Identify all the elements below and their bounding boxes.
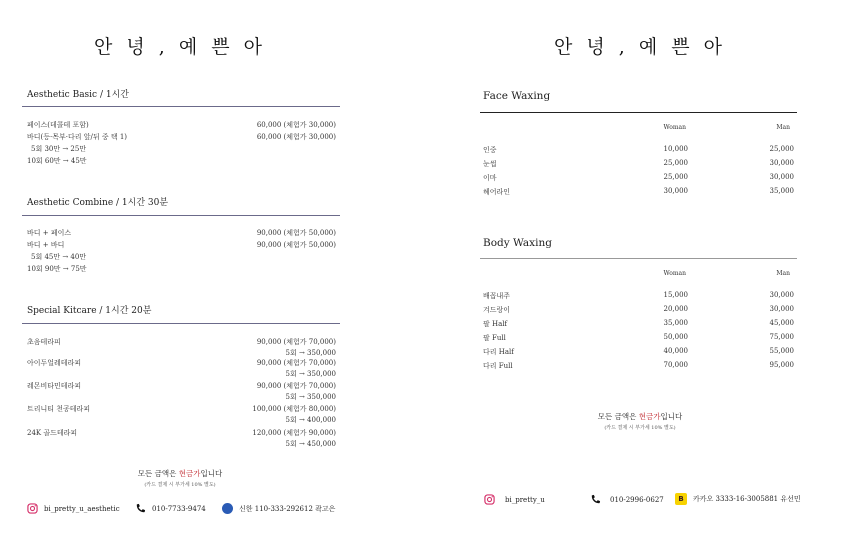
menu-item-price: 90,000 (체험가 50,000) — [256, 229, 336, 237]
right-page — [470, 0, 810, 550]
left-page — [0, 0, 360, 550]
menu-item-price: 60,000 (체험가 30,000) — [256, 133, 336, 141]
package-price: 5회 → 350,000 — [285, 349, 336, 357]
menu-item-price: 90,000 (체험가 70,000) — [256, 382, 336, 390]
col-header-man: Man — [776, 270, 790, 277]
section-title-basic: Aesthetic Basic / 1시간 — [27, 90, 129, 100]
menu-item-price: 90,000 (체험가 70,000) — [256, 359, 336, 367]
section-divider — [22, 323, 340, 324]
bank-contact — [222, 503, 335, 514]
menu-item-price: 60,000 (체험가 30,000) — [256, 121, 336, 129]
phone-number: 010-2996-0627 — [610, 495, 664, 504]
menu-item-name: 바디(등·목부·다리 앞/뒤 중 택 1) — [27, 133, 128, 141]
card-fee-note: (카드 결제 시 부가세 10% 별도) — [604, 425, 676, 431]
price-man: 30,000 — [769, 159, 794, 167]
price-man: 30,000 — [769, 305, 794, 313]
price-woman: 10,000 — [663, 145, 688, 153]
card-fee-note: (카드 결제 시 부가세 10% 별도) — [144, 482, 216, 488]
menu-item-name: 바디 + 페이스 — [27, 229, 72, 237]
price-woman: 20,000 — [663, 305, 688, 313]
bank-contact — [675, 493, 801, 505]
note-text: 모든 금액은 — [137, 469, 179, 478]
waxing-area: 팔 Full — [483, 334, 506, 342]
price-woman: 40,000 — [663, 347, 688, 355]
face-waxing-title: Face Waxing — [483, 90, 551, 102]
phone-number: 010-7733-9474 — [152, 504, 206, 513]
price-man: 30,000 — [769, 291, 794, 299]
col-header-man: Man — [776, 124, 790, 131]
price-woman: 30,000 — [663, 187, 688, 195]
waxing-area: 헤어라인 — [483, 188, 511, 196]
phone-contact[interactable] — [590, 494, 664, 505]
waxing-area: 인중 — [483, 146, 497, 154]
menu-item-name: 아이두얼레테라피 — [27, 359, 82, 367]
note-text: 입니다 — [660, 412, 683, 421]
menu-item-name: 레몬비타민테라피 — [27, 382, 82, 390]
instagram-handle: bi_pretty_u — [505, 495, 545, 504]
package-price: 5회 → 350,000 — [285, 370, 336, 378]
note-text: 모든 금액은 — [597, 412, 639, 421]
price-woman: 70,000 — [663, 361, 688, 369]
section-divider — [22, 215, 340, 216]
menu-item-price: 90,000 (체험가 70,000) — [256, 338, 336, 346]
bank-account: 신한 110-333-292612 곽고은 — [239, 504, 336, 513]
menu-item-name: 초음테라피 — [27, 338, 61, 346]
phone-icon — [590, 494, 601, 505]
menu-item-name: 바디 + 바디 — [27, 241, 65, 249]
price-man: 75,000 — [769, 333, 794, 341]
cash-price-note — [470, 411, 810, 422]
instagram-contact[interactable] — [27, 503, 120, 514]
waxing-area: 다리 Half — [483, 348, 514, 356]
bank-account: 카카오 3333-16-3005881 유선민 — [693, 495, 801, 503]
section-title-special: Special Kitcare / 1시간 20분 — [27, 306, 152, 316]
price-woman: 15,000 — [663, 291, 688, 299]
left-page-title: 안 녕 , 예 쁜 아 — [93, 36, 266, 58]
price-man: 35,000 — [769, 187, 794, 195]
kakao-bank-icon: B — [675, 493, 687, 505]
package-price: 5회 → 350,000 — [285, 393, 336, 401]
price-man: 55,000 — [769, 347, 794, 355]
instagram-handle: bi_pretty_u_aesthetic — [44, 504, 120, 513]
package-price: 5회 → 450,000 — [285, 440, 336, 448]
right-page-title: 안 녕 , 예 쁜 아 — [553, 36, 726, 58]
note-text: 입니다 — [200, 469, 223, 478]
package-text: 5회 45만 → 40만 — [31, 253, 87, 261]
cash-price-note — [0, 468, 360, 479]
package-text: 10회 90만 → 75만 — [27, 265, 87, 273]
note-highlight: 현금가 — [638, 412, 661, 421]
instagram-icon — [27, 503, 38, 514]
section-divider — [22, 106, 340, 107]
col-header-woman: Woman — [663, 270, 686, 277]
phone-icon — [135, 503, 146, 514]
section-divider — [480, 258, 797, 259]
body-waxing-title: Body Waxing — [483, 237, 552, 249]
price-man: 45,000 — [769, 319, 794, 327]
menu-item-name: 24K 골드테라피 — [27, 429, 78, 437]
waxing-area: 배꼽내주 — [483, 292, 511, 300]
menu-item-name: 페이스(데콜테 포함) — [27, 121, 89, 129]
package-text: 5회 30만 → 25만 — [31, 145, 87, 153]
section-title-combine: Aesthetic Combine / 1시간 30분 — [27, 198, 169, 208]
waxing-area: 눈썹 — [483, 160, 497, 168]
menu-item-price: 120,000 (체험가 90,000) — [252, 429, 336, 437]
price-woman: 25,000 — [663, 159, 688, 167]
col-header-woman: Woman — [663, 124, 686, 131]
menu-item-price: 100,000 (체험가 80,000) — [252, 405, 336, 413]
price-man: 25,000 — [769, 145, 794, 153]
phone-contact[interactable] — [135, 503, 206, 514]
waxing-area: 이마 — [483, 174, 497, 182]
price-woman: 50,000 — [663, 333, 688, 341]
price-man: 30,000 — [769, 173, 794, 181]
waxing-area: 팔 Half — [483, 320, 508, 328]
instagram-icon — [484, 494, 495, 505]
package-text: 10회 60만 → 45만 — [27, 157, 87, 165]
waxing-area: 다리 Full — [483, 362, 513, 370]
bank-logo-icon — [222, 503, 233, 514]
note-highlight: 현금가 — [178, 469, 201, 478]
price-man: 95,000 — [769, 361, 794, 369]
waxing-area: 겨드랑이 — [483, 306, 511, 314]
price-woman: 25,000 — [663, 173, 688, 181]
menu-item-name: 트리니티 천공테라피 — [27, 405, 91, 413]
package-price: 5회 → 400,000 — [285, 416, 336, 424]
instagram-contact[interactable] — [484, 494, 545, 505]
menu-item-price: 90,000 (체험가 50,000) — [256, 241, 336, 249]
section-divider — [480, 112, 797, 113]
price-woman: 35,000 — [663, 319, 688, 327]
